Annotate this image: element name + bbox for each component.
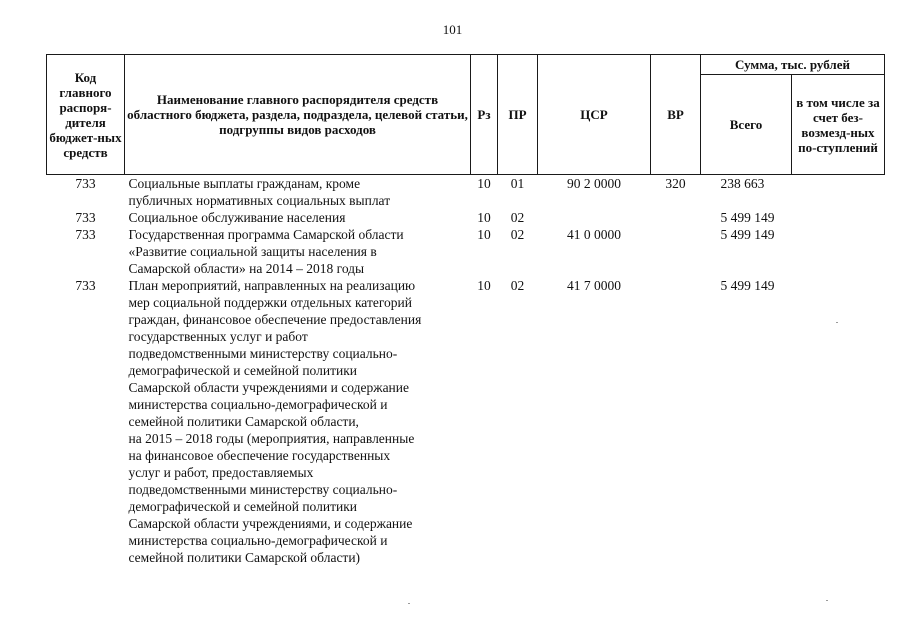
header-code: Код главного распоря-дителя бюджет-ных средств	[47, 55, 125, 175]
table-body	[47, 175, 885, 567]
cell-rz: 10	[477, 176, 491, 191]
page-number: 101	[442, 22, 463, 37]
cell-rz: 10	[477, 227, 491, 242]
header-total: Всего	[701, 75, 792, 175]
cell-incl	[792, 209, 885, 226]
header-vr: ВР	[651, 55, 701, 175]
cell-rz: 10	[477, 210, 491, 225]
scan-speck	[826, 600, 828, 601]
table-row	[47, 277, 885, 566]
table-row	[47, 175, 885, 210]
cell-total: 238 663	[720, 176, 765, 191]
scan-speck	[836, 322, 838, 323]
cell-incl	[792, 175, 885, 210]
cell-pr: 01	[510, 176, 525, 191]
header-pr: ПР	[498, 55, 538, 175]
cell-vr: 320	[665, 176, 686, 191]
cell-csr	[538, 209, 651, 226]
table-row	[47, 226, 885, 277]
table-row	[47, 209, 885, 226]
cell-name: Социальные выплаты гражданам, кроме публичных нормативных социальных выплат	[128, 176, 391, 208]
header-csr: ЦСР	[538, 55, 651, 175]
cell-vr	[651, 226, 701, 277]
cell-csr: 41 0 0000	[567, 227, 621, 242]
cell-csr: 90 2 0000	[567, 176, 621, 191]
header-rz: Рз	[471, 55, 498, 175]
cell-pr: 02	[510, 210, 525, 225]
header-name: Наименование главного распорядителя средств областного бюджета, раздела, подраздела, целевой статьи, подгруппы видов расходов	[125, 55, 471, 175]
cell-incl	[792, 226, 885, 277]
budget-table	[46, 54, 885, 566]
cell-total: 5 499 149	[720, 210, 775, 225]
cell-name: Государственная программа Самарской области «Развитие социальной защиты населения в Самарской области» на 2014 – 2018 годы	[128, 227, 404, 276]
cell-code: 733	[75, 176, 96, 191]
cell-total: 5 499 149	[720, 227, 775, 242]
cell-pr: 02	[510, 278, 525, 293]
cell-csr: 41 7 0000	[567, 278, 621, 293]
cell-code: 733	[75, 210, 96, 225]
cell-vr	[651, 277, 701, 566]
header-sum: Сумма, тыс. рублей	[701, 55, 885, 75]
cell-name: Социальное обслуживание населения	[128, 210, 346, 225]
cell-pr: 02	[510, 227, 525, 242]
cell-code: 733	[75, 227, 96, 242]
header-incl: в том числе за счет без-возмезд-ных по-ступлений	[792, 75, 885, 175]
scan-speck	[408, 603, 410, 604]
cell-rz: 10	[477, 278, 491, 293]
cell-name: План мероприятий, направленных на реализацию мер социальной поддержки отдельных категорий граждан, финансовое обеспечение предоставления государственных услуг и работ подведомственными министерству социально- демографической и семейной политики Самарской области учреждениями и содержание министерства социально-демографической и семейной политики Самарской области, на 2015 – 2018 годы (мероприятия, направленные на финансовое обеспечение государственных услуг и работ, предоставляемых подведомственными министерству социально- демографической и семейной политики Самарской области учреждениями, и содержание министерства социально-демографической и семейной политики Самарской области)	[128, 278, 422, 565]
cell-total: 5 499 149	[720, 278, 775, 293]
cell-code: 733	[75, 278, 96, 293]
cell-incl	[792, 277, 885, 566]
cell-vr	[651, 209, 701, 226]
